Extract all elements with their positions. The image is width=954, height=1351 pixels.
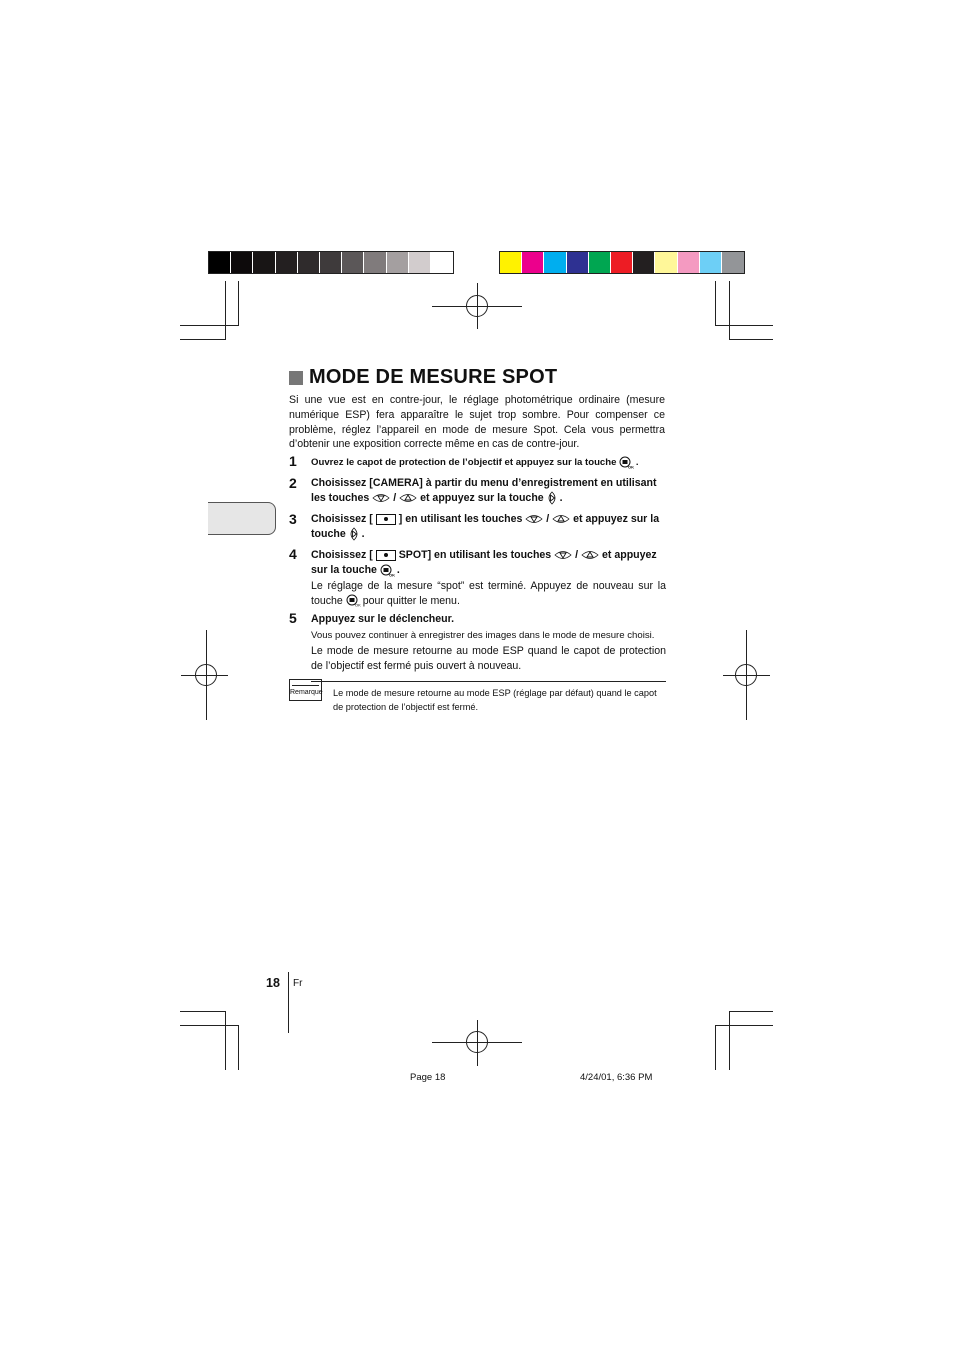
ok-button-icon	[346, 594, 360, 607]
color-swatch	[500, 252, 522, 273]
section-heading	[289, 366, 557, 389]
step-text: et appuyez sur la touche	[311, 549, 657, 576]
page-language: Fr	[293, 978, 303, 989]
gray-swatch	[298, 252, 320, 273]
registration-circle	[735, 664, 757, 686]
crop-mark	[180, 339, 225, 340]
step-text: /	[575, 549, 579, 561]
grayscale-color-bar	[208, 251, 454, 274]
step-text: Choisissez [	[311, 513, 373, 525]
registration-circle	[195, 664, 217, 686]
crop-mark	[225, 1011, 226, 1070]
registration-circle	[466, 1031, 488, 1053]
gray-swatch	[431, 252, 453, 273]
crop-mark	[180, 1025, 238, 1026]
crop-mark	[729, 1011, 773, 1012]
crop-mark	[225, 281, 226, 340]
svg-text:OK: OK	[354, 602, 361, 608]
step-instruction	[311, 455, 666, 470]
step-text: Choisissez [CAMERA] à partir du menu d’enregistrement en utilisant les touches	[311, 477, 657, 504]
crop-mark	[180, 1011, 225, 1012]
gray-swatch	[231, 252, 253, 273]
step-instruction	[311, 512, 666, 542]
step-number: 3	[289, 511, 297, 527]
note-icon: Remarque	[289, 679, 322, 701]
crop-mark	[238, 1025, 239, 1070]
step-text: .	[559, 492, 563, 504]
down-arrow-button-icon	[372, 492, 390, 504]
note-text: Le mode de mesure retourne au mode ESP (réglage par défaut) quand le capot de protection de l’objectif est fermé.	[333, 688, 657, 712]
step-instruction: Appuyez sur le déclencheur.	[311, 613, 455, 625]
footer-page-label: Page 18	[410, 1072, 446, 1083]
gray-swatch	[276, 252, 298, 273]
color-swatch	[544, 252, 566, 273]
step-text: ] en utilisant les touches	[398, 513, 523, 525]
svg-text:OK: OK	[628, 464, 635, 470]
up-arrow-button-icon	[581, 549, 599, 561]
step-text: .	[361, 528, 365, 540]
gray-swatch	[253, 252, 275, 273]
step-instruction	[311, 548, 666, 578]
crop-mark	[180, 325, 238, 326]
footer-timestamp: 4/24/01, 6:36 PM	[580, 1072, 653, 1083]
step-detail-text: Vous pouvez continuer à enregistrer des images dans le mode de mesure choisi.	[311, 630, 655, 641]
gray-swatch	[342, 252, 364, 273]
step-text: /	[546, 513, 550, 525]
color-swatch	[655, 252, 677, 273]
step-number: 2	[289, 475, 297, 491]
cmyk-color-bar	[499, 251, 745, 274]
heading-square-icon	[289, 371, 303, 385]
page-number: 18	[266, 976, 280, 990]
up-arrow-button-icon	[552, 513, 570, 525]
gray-swatch	[320, 252, 342, 273]
right-arrow-button-icon	[547, 491, 557, 505]
step-number: 1	[289, 453, 297, 469]
right-arrow-button-icon	[349, 527, 359, 541]
step-detail-text: Le réglage de la mesure “spot” est terminé. Appuyez de nouveau sur la touche	[311, 580, 666, 607]
color-swatch	[589, 252, 611, 273]
crop-mark	[715, 1025, 716, 1070]
step-text: Choisissez [	[311, 549, 373, 561]
crop-mark	[238, 281, 239, 326]
color-swatch	[633, 252, 655, 273]
down-arrow-button-icon	[554, 549, 572, 561]
spot-metering-icon	[376, 550, 396, 561]
up-arrow-button-icon	[399, 492, 417, 504]
registration-circle	[466, 295, 488, 317]
chapter-side-tab	[208, 502, 276, 535]
step-number: 5	[289, 610, 297, 626]
gray-swatch	[409, 252, 431, 273]
step-text: et appuyez sur la touche	[311, 513, 660, 540]
color-swatch	[611, 252, 633, 273]
color-swatch	[722, 252, 744, 273]
crop-mark	[729, 1011, 730, 1070]
step-instruction	[311, 476, 666, 506]
color-swatch	[700, 252, 722, 273]
crop-mark	[715, 1025, 773, 1026]
step-text: SPOT] en utilisant les touches	[398, 549, 552, 561]
page-title: MODE DE MESURE SPOT	[309, 366, 558, 388]
down-arrow-button-icon	[525, 513, 543, 525]
gray-swatch	[387, 252, 409, 273]
step-number: 4	[289, 546, 297, 562]
svg-text:OK: OK	[388, 572, 395, 578]
step-text: .	[396, 564, 400, 576]
step-detail-text: pour quitter le menu.	[362, 594, 460, 607]
crop-mark	[715, 325, 773, 326]
color-swatch	[678, 252, 700, 273]
page-number-divider	[288, 972, 289, 1033]
crop-mark	[715, 281, 716, 326]
step-detail-text: Le mode de mesure retourne au mode ESP quand le capot de protection de l’objectif est fermé puis ouvert à nouveau.	[311, 645, 666, 672]
step-detail	[311, 579, 666, 608]
step-text: .	[635, 457, 639, 468]
note-divider	[311, 681, 666, 682]
gray-swatch	[209, 252, 231, 273]
spot-metering-icon	[376, 514, 396, 525]
step-text: Ouvrez le capot de protection de l’objectif et appuyez sur la touche	[311, 457, 617, 468]
gray-swatch	[364, 252, 386, 273]
intro-paragraph: Si une vue est en contre-jour, le réglage photométrique ordinaire (mesure numérique ESP) fera apparaître le sujet trop sombre. Pour compenser ce problème, réglez l’appareil en mode de mesure Spot. Cela vous permettra d’obtenir une exposition correcte même en cas de contre-jour.	[289, 394, 665, 451]
ok-button-icon	[619, 456, 633, 469]
crop-mark	[729, 339, 773, 340]
step-text: et appuyez sur la touche	[420, 492, 544, 504]
step-text: /	[393, 492, 397, 504]
color-swatch	[522, 252, 544, 273]
crop-mark	[729, 281, 730, 340]
ok-button-icon	[380, 564, 394, 577]
color-swatch	[567, 252, 589, 273]
